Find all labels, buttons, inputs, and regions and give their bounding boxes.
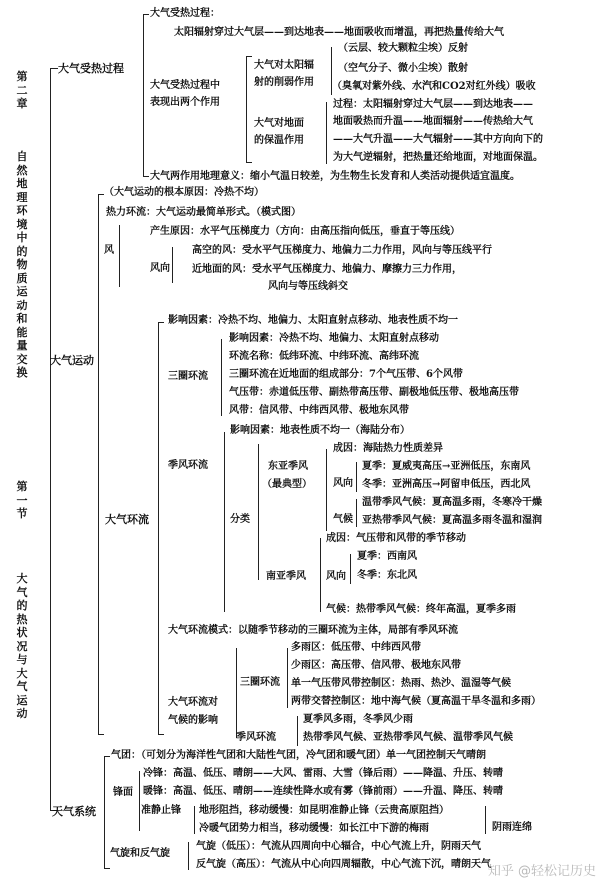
cyclone-bracket <box>188 842 189 870</box>
south-asia-summer: 夏季：西南风 <box>357 551 417 562</box>
weaken-reflect: （云层、较大颗粒尘埃）反射 <box>338 43 468 54</box>
stationary-2: 冷暖气团势力相当，移动缓慢：如长江中下游的梅雨 <box>199 823 429 834</box>
climate-three-bracket <box>287 648 288 708</box>
weaken-absorb: （臭氧对紫外线、水汽和CO2对红外线）吸收 <box>332 81 536 92</box>
east-asia-cause: 成因：海陆热力性质差异 <box>333 443 443 454</box>
climate-three-4: 两带交替控制区：地中海气候（夏高温干旱冬温和多雨） <box>291 696 541 707</box>
wind-high: 高空的风：受水平气压梯度力、地偏力二力作用，风向与等压线平行 <box>192 245 492 256</box>
weather-bracket-top <box>104 756 110 757</box>
circulation-factors: 影响因素：冷热不均、地偏力、太阳直射点移动、地表性质不均一 <box>168 315 458 326</box>
climate-three-label: 三圈环流 <box>240 677 280 688</box>
warm-front: 暖锋：高温、低压、晴朗——连续性降水或有雾（锋前雨）——升温、降压、转晴 <box>143 786 503 797</box>
east-asia-climate-1: 温带季风气候：夏高温多雨，冬寒冷干燥 <box>362 497 542 508</box>
climate-effect-bracket <box>236 648 237 738</box>
three-cell-line1: 影响因素：冷热不均、地偏力、太阳直射点移动 <box>229 333 439 344</box>
main-bracket <box>50 68 51 810</box>
climate-three-3: 单一气压带风带控制区：热雨、热沙、温湿等气候 <box>291 678 511 689</box>
insulation-line4: 为大气逆辐射，把热量还给地面，对地面保温。 <box>333 152 543 163</box>
motion-label: 大气运动 <box>50 354 94 367</box>
three-cell-line2: 环流名称：低纬环流、中纬环流、高纬环流 <box>229 351 419 362</box>
two-roles-line1: 大气受热过程中 <box>150 80 220 91</box>
heating-process-title: 大气受热过程： <box>150 8 220 19</box>
circulation-pattern: 大气环流模式：以随季节移动的三圈环流为主体，局部有季风环流 <box>168 625 458 636</box>
climate-effect-label-1: 大气环流对 <box>168 697 218 708</box>
climate-three-1: 多雨区：低压带、中纬西风带 <box>291 642 421 653</box>
two-roles-bracket-bottom <box>246 162 252 163</box>
east-asia-summer: 夏季：夏威夷高压→亚洲低压，东南风 <box>362 461 531 472</box>
east-asia-bracket <box>326 449 327 531</box>
east-asia-label-1: 东亚季风 <box>268 461 308 472</box>
south-asia-wind-bracket <box>350 554 351 584</box>
front-bracket <box>139 771 140 831</box>
weaken-scatter: （空气分子、微小尘埃）散射 <box>338 63 468 74</box>
south-asia-wind-label: 风向 <box>326 571 346 582</box>
insulation-label-line1: 大气对地面 <box>254 118 304 129</box>
south-asia-cause: 成因：气压带和风带的季节移动 <box>326 533 466 544</box>
heating-bracket-bottom <box>143 176 149 177</box>
watermark: 知乎 @轻松记历史 <box>487 864 596 879</box>
stationary-label: 准静止锋 <box>141 805 181 816</box>
three-cell-bracket <box>221 339 222 416</box>
main-bracket-top <box>50 68 58 69</box>
east-asia-wind-bracket <box>356 462 357 492</box>
cyclone: 气旋（低压）：气流从四周向中心辐合，中心气流上升，阴雨天气 <box>196 841 481 852</box>
three-cell-line5: 风带：信风带、中纬西风带、极地东风带 <box>229 405 409 416</box>
stationary-result-bracket <box>485 806 486 834</box>
section-title: 大气的热状况与大气运动 <box>16 572 28 720</box>
monsoon-factors: 影响因素：地表性质不均一（海陆分布） <box>230 425 410 436</box>
insulation-bracket <box>326 102 327 164</box>
stationary-1: 地形阻挡，移动缓慢：如昆明准静止锋（云贵高原阻挡） <box>199 805 449 816</box>
thermal-circulation: 热力环流：大气运动最简单形式。（模式图） <box>106 207 301 218</box>
heating-bracket <box>143 14 144 176</box>
south-asia-winter: 冬季：东北风 <box>357 570 417 581</box>
climate-monsoon-1: 夏季风多雨，冬季风少雨 <box>303 714 413 725</box>
classify-bracket <box>258 444 259 580</box>
stationary-result: 阴雨连绵 <box>492 822 532 833</box>
anticyclone: 反气旋（高压）：气流从中心向四周辐散，中心气流下沉，晴朗天气 <box>196 859 491 870</box>
south-asia-label: 南亚季风 <box>266 571 306 582</box>
insulation-label-line2: 的保温作用 <box>254 135 304 146</box>
climate-effect-label-2: 气候的影响 <box>168 715 218 726</box>
cold-front: 冷锋：高温、低压、晴朗——大风、雷雨、大雪（锋后雨）——降温、升压、转晴 <box>143 768 503 779</box>
east-asia-climate-bracket <box>356 499 357 527</box>
heating-label: 大气受热过程 <box>58 62 124 75</box>
two-roles-line2: 表现出两个作用 <box>150 97 220 108</box>
weather-bracket <box>104 756 105 868</box>
climate-three-2: 少雨区：高压带、信风带、极地东风带 <box>291 660 461 671</box>
three-cell-line4: 气压带：赤道低压带、副热带高压带、副极地低压带、极地高压带 <box>229 387 519 398</box>
wind-direction-bracket <box>172 247 173 283</box>
south-asia-climate: 气候：热带季风气候：终年高温，夏季多雨 <box>326 604 516 615</box>
insulation-line2: 地面吸热而升温——地面辐射——传热给大气 <box>333 116 533 127</box>
heating-bracket-top <box>143 14 149 15</box>
monsoon-bracket <box>224 432 225 612</box>
motion-bracket-bottom <box>98 734 104 735</box>
climate-monsoon-2: 热带季风气候、亚热带季风气候、温带季风气候 <box>303 732 513 743</box>
motion-bracket <box>98 194 99 734</box>
circulation-label: 大气环流 <box>105 513 149 526</box>
east-asia-wind-label: 风向 <box>333 478 353 489</box>
weather-bracket-bottom <box>104 868 110 869</box>
wind-near-2: 风向与等压线斜交 <box>268 281 348 292</box>
insulation-line3: ——大气升温——大气辐射——其中方向向下的 <box>333 134 543 145</box>
wind-near: 近地面的风：受水平气压梯度力、地偏力、摩擦力三力作用， <box>192 264 462 275</box>
chapter-number: 第二章 <box>16 70 28 110</box>
monsoon-classify: 分类 <box>230 514 250 525</box>
wind-label: 风 <box>104 245 114 256</box>
south-asia-bracket <box>320 538 321 612</box>
circulation-bracket <box>158 322 159 734</box>
chapter-title: 自然地理环境中的物质运动和能量交换 <box>16 150 28 379</box>
front-label: 锋面 <box>113 787 133 798</box>
weaken-label-line2: 射的削弱作用 <box>254 77 314 88</box>
wind-direction-label: 风向 <box>150 263 170 274</box>
east-asia-climate-label: 气候 <box>333 514 353 525</box>
air-mass: 气团：（可划分为海洋性气团和大陆性气团，冷气团和暖气团）单一气团控制天气晴朗 <box>111 750 486 761</box>
circulation-bracket-top <box>158 322 164 323</box>
climate-monsoon-label: 季风环流 <box>236 732 276 743</box>
three-cell-line3: 三圈环流在近地面的组成部分：7个气压带、6个风带 <box>229 369 463 380</box>
two-roles-bracket <box>246 56 247 162</box>
two-roles-bracket-top <box>246 56 252 57</box>
climate-monsoon-bracket <box>297 716 298 746</box>
circulation-bracket-bottom <box>158 734 164 735</box>
three-cell-label: 三圈环流 <box>168 371 208 382</box>
monsoon-label: 季风环流 <box>168 460 208 471</box>
cyclone-label: 气旋和反气旋 <box>110 848 170 859</box>
weaken-label-line1: 大气对太阳辐 <box>254 60 314 71</box>
motion-root-cause: （大气运动的根本原因：冷热不均） <box>104 187 264 198</box>
wind-cause: 产生原因：水平气压梯度力（方向：由高压指向低压，垂直于等压线） <box>150 226 460 237</box>
section-number: 第一节 <box>16 480 28 520</box>
heating-process-text: 太阳辐射穿过大气层——到达地表——地面吸收而增温，再把热量传给大气 <box>174 27 504 38</box>
east-asia-climate-2: 亚热带季风气候：夏高温多雨冬温和湿润 <box>362 515 542 526</box>
weather-label: 天气系统 <box>52 805 96 818</box>
east-asia-winter: 冬季：亚洲高压→阿留申低压，西北风 <box>362 479 531 490</box>
east-asia-label-2: （最典型） <box>262 479 312 490</box>
heating-significance: 大气两作用地理意义：缩小气温日较差，为生物生长发育和人类活动提供适宜温度。 <box>150 171 520 182</box>
stationary-bracket <box>194 806 195 834</box>
insulation-line1: 过程：太阳辐射穿过大气层——到达地表—— <box>333 99 533 110</box>
wind-bracket <box>119 225 120 287</box>
